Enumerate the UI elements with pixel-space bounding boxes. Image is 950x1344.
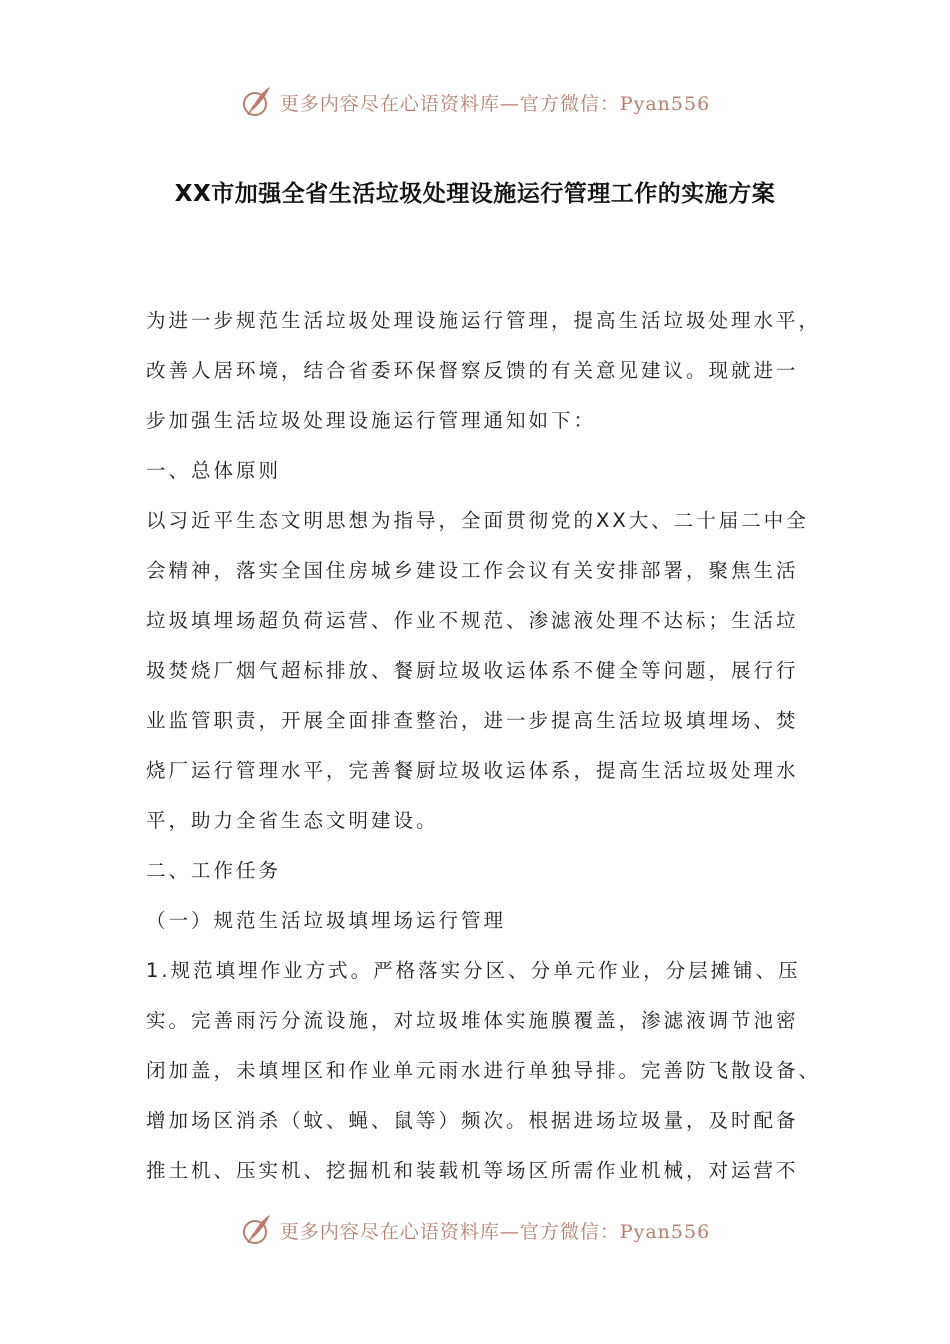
body-line: 闭加盖，未填埋区和作业单元雨水进行单独导排。完善防飞散设备、 bbox=[146, 1059, 822, 1082]
body-line: 以习近平生态文明思想为指导，全面贯彻党的XX大、二十届二中全 bbox=[146, 509, 809, 532]
body-line: 1.规范填埋作业方式。严格落实分区、分单元作业，分层摊铺、压 bbox=[146, 959, 801, 982]
body-line: 改善人居环境，结合省委环保督察反馈的有关意见建议。现就进一 bbox=[146, 359, 799, 382]
watermark-banner-top bbox=[0, 84, 950, 120]
body-line: 推土机、压实机、挖掘机和装载机等场区所需作业机械，对运营不 bbox=[146, 1159, 799, 1182]
watermark-banner-bottom bbox=[0, 1212, 950, 1248]
body-line: 业监管职责，开展全面排查整治，进一步提高生活垃圾填埋场、焚 bbox=[146, 709, 799, 732]
watermark-text-bottom: 更多内容尽在心语资料库—官方微信：Pyan556 bbox=[279, 1220, 711, 1243]
section-heading-tasks: 二、工作任务 bbox=[146, 859, 282, 882]
quill-pen-logo-icon bbox=[240, 84, 276, 120]
body-line: 实。完善雨污分流设施，对垃圾堆体实施膜覆盖，渗滤液调节池密 bbox=[146, 1009, 799, 1032]
body-line: 步加强生活垃圾处理设施运行管理通知如下： bbox=[146, 409, 597, 432]
body-line: 垃圾填埋场超负荷运营、作业不规范、渗滤液处理不达标；生活垃 bbox=[146, 609, 799, 632]
body-line: 会精神，落实全国住房城乡建设工作会议有关安排部署，聚焦生活 bbox=[146, 559, 799, 582]
quill-pen-logo-icon bbox=[240, 1212, 276, 1248]
subsection-heading-landfill: （一）规范生活垃圾填埋场运行管理 bbox=[146, 909, 507, 932]
watermark-text-top: 更多内容尽在心语资料库—官方微信：Pyan556 bbox=[279, 92, 711, 115]
body-line: 圾焚烧厂烟气超标排放、餐厨垃圾收运体系不健全等问题，展行行 bbox=[146, 659, 799, 682]
body-line: 为进一步规范生活垃圾处理设施运行管理，提高生活垃圾处理水平， bbox=[146, 309, 822, 332]
section-heading-principles: 一、总体原则 bbox=[146, 459, 282, 482]
document-body bbox=[146, 296, 826, 1196]
body-line: 烧厂运行管理水平，完善餐厨垃圾收运体系，提高生活垃圾处理水 bbox=[146, 759, 799, 782]
body-line: 平，助力全省生态文明建设。 bbox=[146, 809, 439, 832]
document-title: XX市加强全省生活垃圾处理设施运行管理工作的实施方案 bbox=[174, 181, 776, 207]
body-line: 增加场区消杀（蚊、蝇、鼠等）频次。根据进场垃圾量，及时配备 bbox=[146, 1109, 799, 1132]
